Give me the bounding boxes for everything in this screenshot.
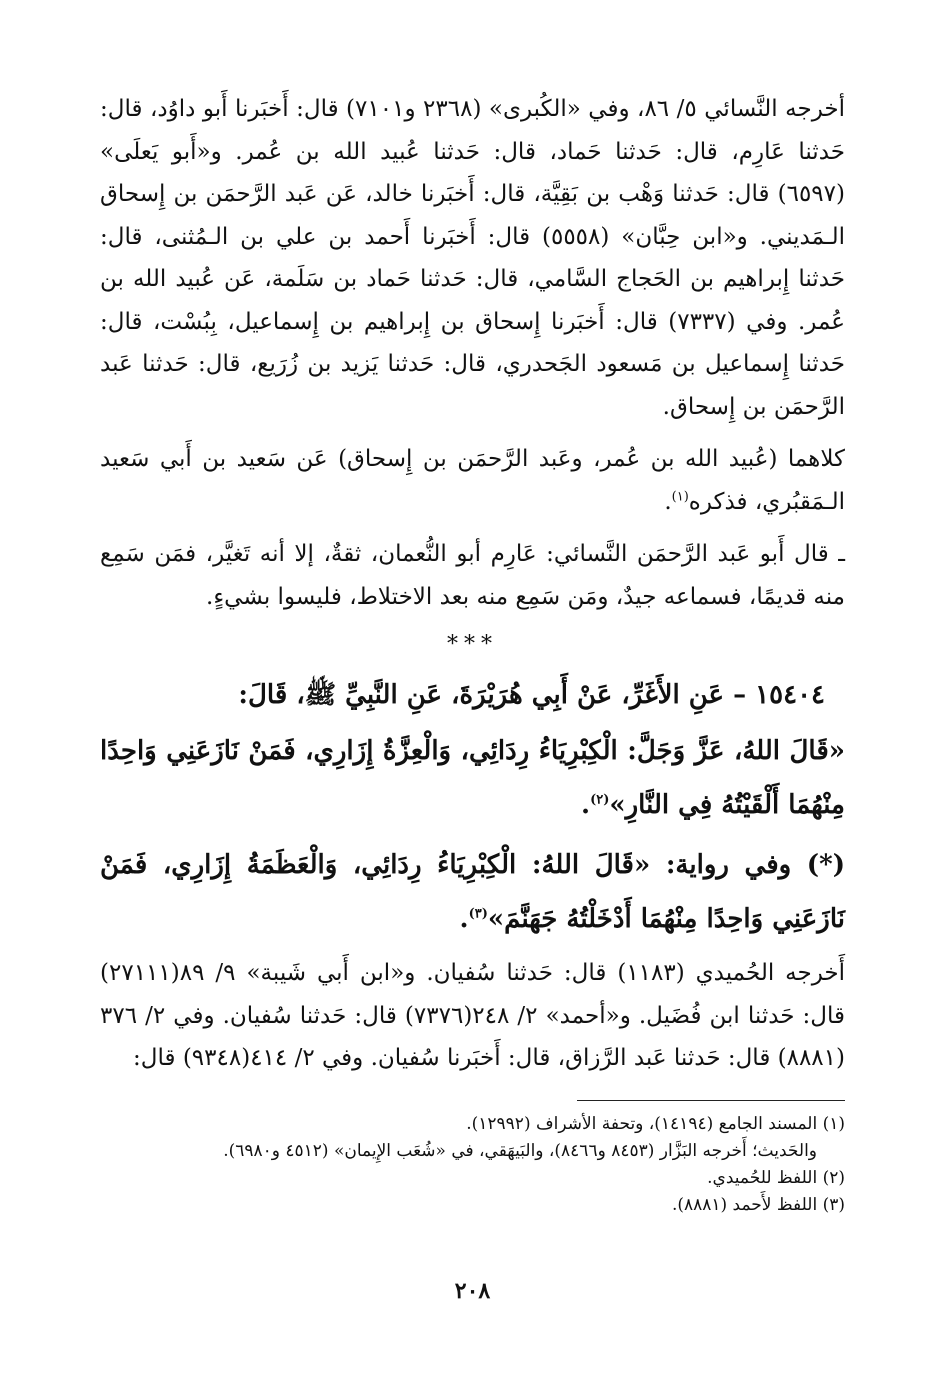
page-number: ٢٠٨: [454, 1278, 491, 1304]
footnotes-section: [100, 1100, 845, 1219]
footnote-1: (١) المسند الجامع (١٤١٩٤)، وتحفة الأشراف (١٢٩٩٢).: [466, 1114, 845, 1134]
footnote-3: (٣) اللفظ لأَحمد (٨٨٨١).: [671, 1195, 845, 1215]
footnote-1-continuation: والحَديث؛ أَخرجه البَزَّار (٨٤٥٣ و٨٤٦٦)، والبَيهَقي، في «شُعَب الإِيمان» (٤٥١٢ و٦٩٨٠).: [223, 1141, 817, 1161]
main-text: [100, 88, 845, 1090]
hadith-riwaya: (*) وفي رواية: «قَالَ اللهُ: الْكِبْرِيَاءُ رِدَائِي، وَالْعَظَمَةُ إِزَارِي، فَمَنْ نَازَعَنِي وَاحِدًا مِنْهُمَا أَدْخَلْتُهُ جَهَنَّمَ»$^{(٣)}$.: [100, 850, 845, 934]
footnote-ref-2[interactable]: (٢): [590, 792, 610, 808]
section-separator: ***: [447, 632, 498, 657]
hadith-heading: ١٥٤٠٤ – عَنِ الأَغَرِّ، عَنْ أَبِي هُرَيْرَةَ، عَنِ النَّبِيِّ ﷺ، قَالَ:: [238, 680, 825, 710]
paragraph-takhrij-humaydi: أَخرجه الحُميدي (١١٨٣) قال: حَدثنا سُفيان. و«ابن أَبي شَيبة» ٩/ ٨٩(٢٧١١١) قال: حَدثنا ابن فُضَيل. و«أحمد» ٢/ ٢٤٨(٧٣٧٦) قال: حَدثنا سُفيان. وفي ٢/ ٣٧٦ (٨٨٨١) قال: حَدثنا عَبد الرَّزاق، قال: أَخبَرنا سُفيان. وفي ٢/ ٤١٤(٩٣٤٨) قال:: [100, 960, 846, 1071]
paragraph-kilahuma-text: كلاهما (عُبيد الله بن عُمر، وعَبد الرَّحمَن بن إِسحاق) عَن سَعيد بن أَبي سَعيد الـمَقبُري، فذكره: [100, 446, 845, 515]
footnote-2: (٢) اللفظ للحُميدي.: [707, 1168, 845, 1188]
footnote-ref-3[interactable]: (٣): [468, 906, 488, 922]
paragraph-takhrij-nasai: أخرجه النَّسائي ٥/ ٨٦، وفي «الكُبرى» (٢٣٦٨ و٧١٠١) قال: أَخبَرنا أَبو داوُد، قال: حَدثنا عَارِم، قال: حَدثنا حَماد، قال: حَدثنا عُبيد الله بن عُمر. و«أَبو يَعلَى» (٦٥٩٧) قال: حَدثنا وَهْب بن بَقِيَّة، قال: أَخبَرنا خالد، عَن عَبد الرَّحمَن بن إِسحاق الـمَديني. و«ابن حِبَّان» (٥٥٥٨) قال: أَخبَرنا أَحمد بن علي بن الـمُثنى، قال: حَدثنا إِبراهيم بن الحَجاج السَّامي، قال: حَدثنا حَماد بن سَلَمة، عَن عُبيد الله بن عُمر. وفي (٧٣٣٧) قال: أَخبَرنا إِسحاق بن إِبراهيم بن إِسماعيل، بِبُسْت، قال: حَدثنا إِسماعيل بن مَسعود الجَحدري، قال: حَدثنا يَزيد بن زُرَيع، قال: حَدثنا عَبد الرَّحمَن بن إِسحاق.: [100, 96, 846, 420]
hadith-text: «قَالَ اللهُ، عَزَّ وَجَلَّ: الْكِبْرِيَاءُ رِدَائِي، وَالْعِزَّةُ إِزَارِي، فَمَنْ نَازَعَنِي وَاحِدًا مِنْهُمَا أَلْقَيْتُهُ فِي النَّارِ»$^{(٢)}$.: [100, 736, 845, 820]
footnote-ref-1[interactable]: (١): [671, 488, 689, 504]
hadith-text-body: «قَالَ اللهُ، عَزَّ وَجَلَّ: الْكِبْرِيَاءُ رِدَائِي، وَالْعِزَّةُ إِزَارِي، فَمَنْ نَازَعَنِي وَاحِدًا مِنْهُمَا أَلْقَيْتُهُ فِي النَّارِ»: [100, 736, 845, 820]
footnote-divider: [577, 1100, 845, 1101]
paragraph-kilahuma: كلاهما (عُبيد الله بن عُمر، وعَبد الرَّحمَن بن إِسحاق) عَن سَعيد بن أَبي سَعيد الـمَقبُري، فذكره$^{(١)}$.: [100, 446, 845, 515]
paragraph-nasai-comment: ـ قال أَبو عَبد الرَّحمَن النَّسائي: عَارِم أبو النُّعمان، ثقةٌ، إلا أنه تَغيَّر، فمَن سَمِع منه قديمًا، فسماعه جيدٌ، ومَن سَمِع منه بعد الاختلاط، فليسوا بشيءٍ.: [100, 541, 845, 610]
hadith-riwaya-body: (*) وفي رواية: «قَالَ اللهُ: الْكِبْرِيَاءُ رِدَائِي، وَالْعَظَمَةُ إِزَارِي، فَمَنْ نَازَعَنِي وَاحِدًا مِنْهُمَا أَدْخَلْتُهُ جَهَنَّمَ»: [100, 850, 845, 934]
